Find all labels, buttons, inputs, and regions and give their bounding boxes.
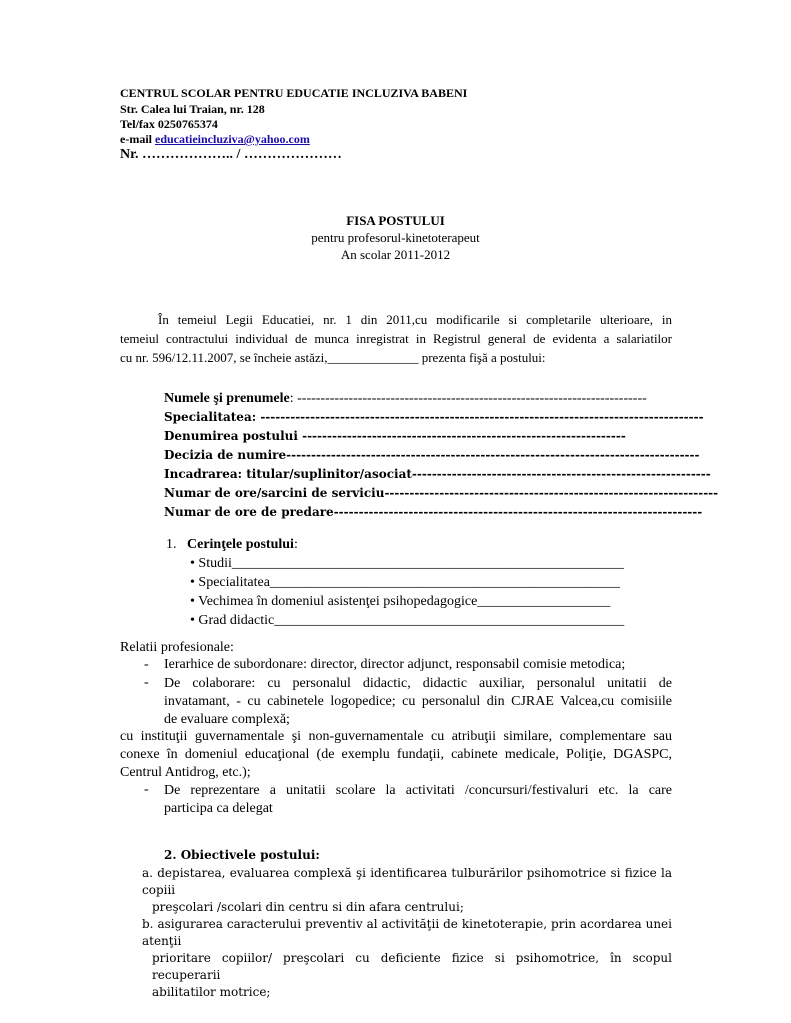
objective-item: b. asigurarea caracterului preventiv al activităţii de kinetoterapie, prin acordarea unei atenţii [142, 917, 672, 948]
school-name: CENTRUL SCOLAR PENTRU EDUCATIE INCLUZIVA BABENI [120, 86, 468, 100]
requirement-item: • Vechimea în domeniul asistenţei psihopedagogice___________________ [190, 594, 611, 609]
field-teaching-hours: Numar de ore de predare-------------------------------------------------------------------------- [164, 505, 703, 519]
requirement-item: • Specialitatea__________________________________________________ [190, 575, 620, 590]
bullet-dash: - [144, 675, 149, 690]
objective-item: preşcolari /scolari din centru si din afara centrului; [152, 900, 464, 914]
section-requirements-heading: 1. Cerinţele postului: [166, 537, 298, 552]
school-year: An scolar 2011-2012 [340, 247, 451, 262]
requirement-item: • Grad didactic__________________________________________________ [190, 613, 625, 628]
intro-line: În temeiul Legii Educatiei, nr. 1 din 2011,cu modificarile si completarile ulterioare, in [158, 312, 672, 327]
email-label: e-mail [120, 132, 155, 146]
intro-line: cu nr. 596/12.11.2007, se încheie astăzi,______________ prezenta fişă a postului: [120, 350, 546, 365]
objective-item: a. depistarea, evaluarea complexă şi identificarea tulburărilor psihomotrice si fizice la copiii [142, 866, 672, 897]
objective-item: abilitatilor motrice; [152, 985, 271, 999]
field-specialty: Specialitatea: ----------------------------------------------------------------------------------------- [164, 410, 704, 424]
intro-paragraph [120, 310, 672, 367]
field-position-name: Denumirea postului ----------------------------------------------------------------- [164, 429, 626, 443]
bullet-dash: - [144, 782, 149, 797]
intro-line: temeiul contractului individual de munca inregistrat in Registrul general de evidenta a salariatilor [120, 331, 672, 346]
relation-representation: De reprezentare a unitatii scolare la activitati /concursuri/festivaluri etc. la care participa ca delegat [164, 783, 672, 816]
field-employment-type: Incadrarea: titular/suplinitor/asociat------------------------------------------------------------ [164, 467, 711, 481]
relation-institutions: cu instituţii guvernamentale şi non-guvernamentale cu atribuţii similare, complementare sau conexe în domeniul educaţional (de exemplu fundaţii, cabinete medicale, Poliţie, DGASPC, Centrul Antidrog, etc.); [120, 729, 672, 780]
registration-number: Nr. ……………….. / ………………… [120, 147, 342, 162]
objectives-list [142, 865, 672, 1001]
section-objectives-heading: 2. Obiectivele postului: [164, 848, 320, 862]
bullet-dash: - [144, 657, 149, 672]
document-subtitle: pentru profesorul-kinetoterapeut [311, 230, 480, 245]
relation-hierarchical: Ierarhice de subordonare: director, director adjunct, responsabil comisie metodica; [164, 657, 626, 672]
requirement-item: • Studii________________________________________________________ [190, 556, 624, 571]
field-name: Numele şi prenumele: --------------------------------------------------------------------------- [164, 391, 647, 406]
school-phone: Tel/fax 0250765374 [120, 117, 218, 131]
field-work-hours: Numar de ore/sarcini de serviciu------------------------------------------------------------------- [164, 486, 719, 500]
school-address: Str. Calea lui Traian, nr. 128 [120, 102, 265, 116]
relation-collaboration: De colaborare: cu personalul didactic, didactic auxiliar, personalul unitatii de invatamant, - cu cabinetele logopedice; cu personalul din CJRAE Valcea,cu comisiile de evaluare complexă; [164, 676, 672, 727]
email-link[interactable]: educatieincluziva@yahoo.com [155, 132, 310, 146]
objective-item: prioritare copiilor/ preşcolari cu deficiente fizice si psihomotrice, în scopul recuperarii [152, 951, 672, 982]
relations-heading: Relatii profesionale: [120, 640, 234, 655]
field-appointment: Decizia de numire----------------------------------------------------------------------------------- [164, 448, 700, 462]
school-email-line [120, 132, 310, 147]
document-title: FISA POSTULUI [346, 213, 445, 228]
